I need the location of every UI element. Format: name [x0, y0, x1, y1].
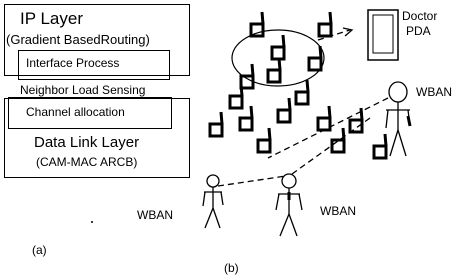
- arrow-icon: [343, 28, 352, 36]
- wban-person-center-icon: [276, 174, 302, 236]
- sensor-node-icon: [258, 128, 270, 152]
- sensor-node-icon: [350, 108, 362, 132]
- caption-a: (a): [32, 243, 47, 257]
- sensor-node-icon: [278, 98, 290, 122]
- sensor-node-icon: [374, 134, 386, 158]
- cam-mac-label: (CAM-MAC ARCB): [36, 155, 138, 169]
- caption-b: (b): [224, 261, 239, 275]
- wban-right-label: WBAN: [416, 85, 452, 99]
- sensor-node-icon: [241, 64, 253, 88]
- sensor-node-icon: [309, 46, 321, 70]
- stray-dot: [91, 221, 93, 223]
- wban-center-label: WBAN: [320, 204, 356, 218]
- ip-layer-label: IP Layer: [20, 9, 84, 28]
- interface-process-label: Interface Process: [26, 56, 120, 70]
- data-link-layer-label: Data Link Layer: [34, 134, 140, 151]
- channel-allocation-label: Channel allocation: [26, 105, 125, 119]
- pda-label: PDA: [406, 24, 431, 38]
- sensor-node-icon: [272, 35, 284, 59]
- sensor-node-icon: [332, 128, 344, 152]
- wban-person-right-icon: [386, 82, 410, 156]
- neighbor-load-label: Neighbor Load Sensing: [20, 83, 146, 97]
- sensor-node-icon: [230, 84, 242, 108]
- wban-person-left-icon: [203, 175, 223, 228]
- sensor-node-icon: [240, 106, 252, 130]
- pda-device-icon: [368, 10, 398, 60]
- doctor-label: Doctor: [402, 9, 438, 23]
- sensor-node-icon: [268, 58, 280, 82]
- wban-left-label: WBAN: [137, 208, 173, 222]
- link-wban-left-center: [218, 176, 286, 186]
- sensor-node-icon: [210, 112, 222, 136]
- sensor-node-icon: [318, 106, 330, 130]
- sensor-node-icon: [319, 12, 331, 36]
- gradient-routing-label: (Gradient BasedRouting): [6, 32, 150, 47]
